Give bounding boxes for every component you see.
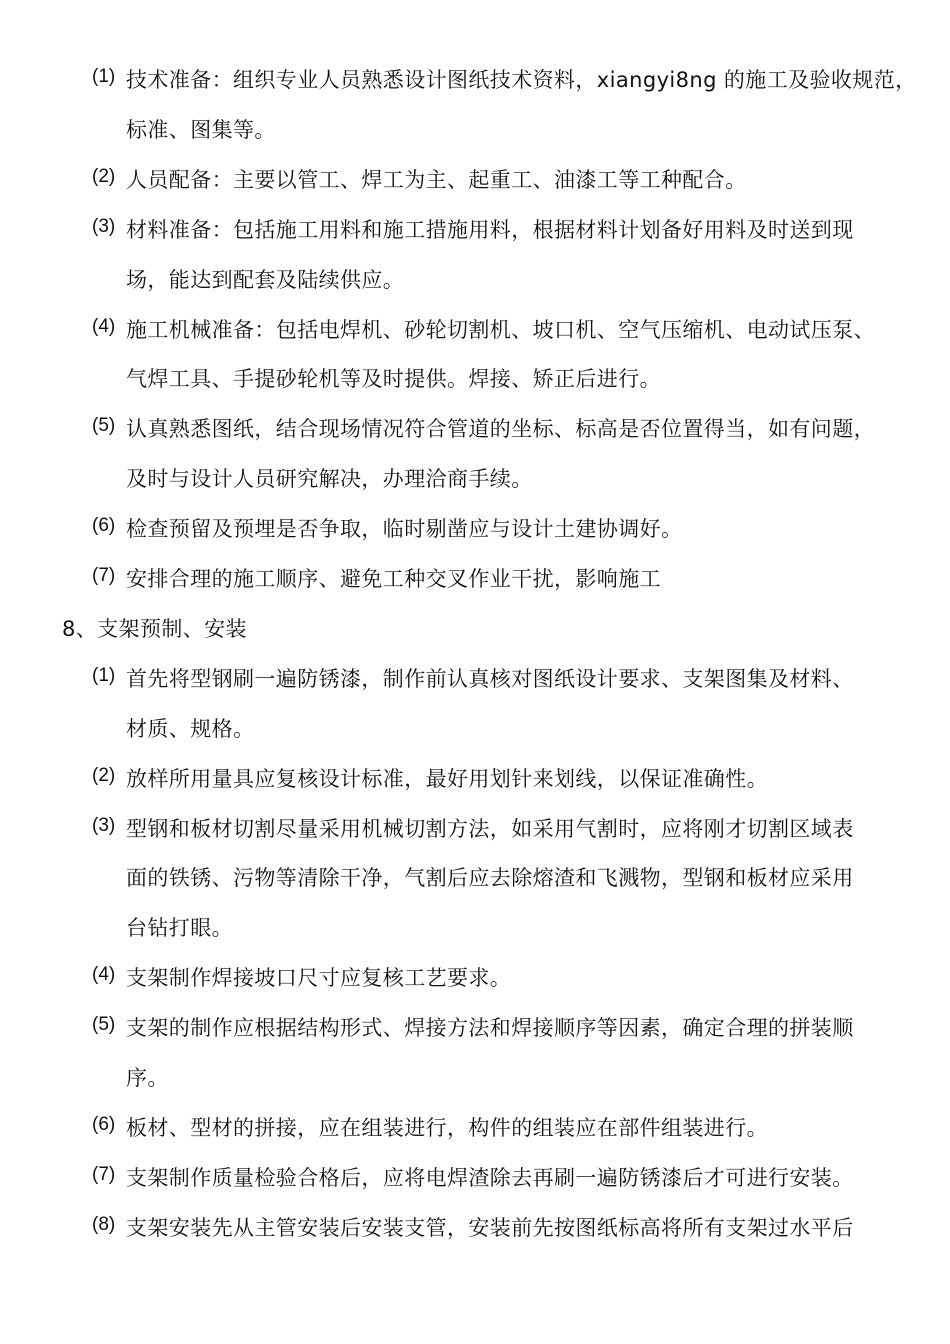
list-item-text-line: 检查预留及预埋是否争取，临时剔凿应与设计土建协调好。 — [126, 517, 683, 542]
list-item-number: (4) — [92, 964, 116, 986]
list-item-text-line: 安排合理的施工顺序、避免工种交叉作业干扰，影响施工 — [126, 567, 661, 591]
list-item-number: (7) — [92, 565, 116, 586]
list-item-text-line: 板材、型材的拼接，应在组装进行，构件的组装应在部件组装进行。 — [126, 1115, 768, 1140]
list-item-number: (7) — [92, 1163, 116, 1185]
list-item-text-line: 支架安装先从主管安装后安装支管，安装前先按图纸标高将所有支架过水平后 — [126, 1215, 854, 1240]
list-item-text-line: 及时与设计人员研究解决，办理洽商手续。 — [126, 467, 533, 492]
list-item-number: (1) — [92, 664, 116, 686]
list-item-text-line: 型钢和板材切割尽量采用机械切割方法，如采用气割时，应将刚才切割区域表 — [126, 816, 854, 841]
list-item-text-line: 标准、图集等。 — [126, 117, 276, 142]
list-item-number: (1) — [92, 66, 116, 87]
list-item-number: (4) — [92, 315, 116, 337]
list-item-text-line: 放样所用量具应复核设计标准，最好用划针来划线，以保证准确性。 — [126, 766, 768, 791]
list-item-number: (6) — [92, 515, 116, 537]
list-item-number: (3) — [92, 215, 116, 237]
list-item-text-line: 认真熟悉图纸，结合现场情况符合管道的坐标、标高是否位置得当，如有问题， — [126, 417, 875, 442]
list-item-text-line: 气焊工具、手提砂轮机等及时提供。焊接、矫正后进行。 — [126, 367, 661, 392]
list-item-number: (3) — [92, 814, 116, 836]
list-item-text-line: 场，能达到配套及陆续供应。 — [126, 267, 405, 292]
list-item-text-line: 支架制作质量检验合格后，应将电焊渣除去再刷一遍防锈漆后才可进行安装。 — [126, 1165, 854, 1190]
list-item-text-line: 首先将型钢刷一遍防锈漆，制作前认真核对图纸设计要求、支架图集及材料、 — [126, 666, 854, 691]
list-item-text-line: 支架的制作应根据结构形式、焊接方法和焊接顺序等因素，确定合理的拼装顺 — [126, 1016, 854, 1041]
list-item-text-line: 台钻打眼。 — [126, 916, 233, 941]
list-item-number: (5) — [92, 415, 116, 437]
list-item-number: (8) — [92, 1213, 116, 1235]
list-item-text-line: 材质、规格。 — [126, 716, 255, 741]
list-item-text-line: 材料准备：包括施工用料和施工措施用料，根据材料计划备好用料及时送到现 — [126, 217, 854, 242]
list-item-text-line: 技术准备：组织专业人员熟悉设计图纸技术资料，xiangyi8ng 的施工及验收规范， — [126, 68, 917, 92]
list-item-text-line: 人员配备：主要以管工、焊工为主、起重工、油漆工等工种配合。 — [126, 167, 747, 192]
list-item-number: (6) — [92, 1113, 116, 1135]
list-item-text-line: 施工机械准备：包括电焊机、砂轮切割机、坡口机、空气压缩机、电动试压泵、 — [126, 317, 875, 342]
list-item-number: (2) — [92, 764, 116, 786]
list-item-text-line: 支架制作焊接坡口尺寸应复核工艺要求。 — [126, 966, 512, 991]
section-heading: 8、支架预制、安装 — [62, 616, 247, 641]
list-item-text-line: 序。 — [126, 1066, 169, 1090]
list-item-number: (5) — [92, 1014, 116, 1036]
list-item-text-line: 面的铁锈、污物等清除干净，气割后应去除熔渣和飞溅物，型钢和板材应采用 — [126, 866, 854, 891]
list-item-number: (2) — [92, 165, 116, 187]
